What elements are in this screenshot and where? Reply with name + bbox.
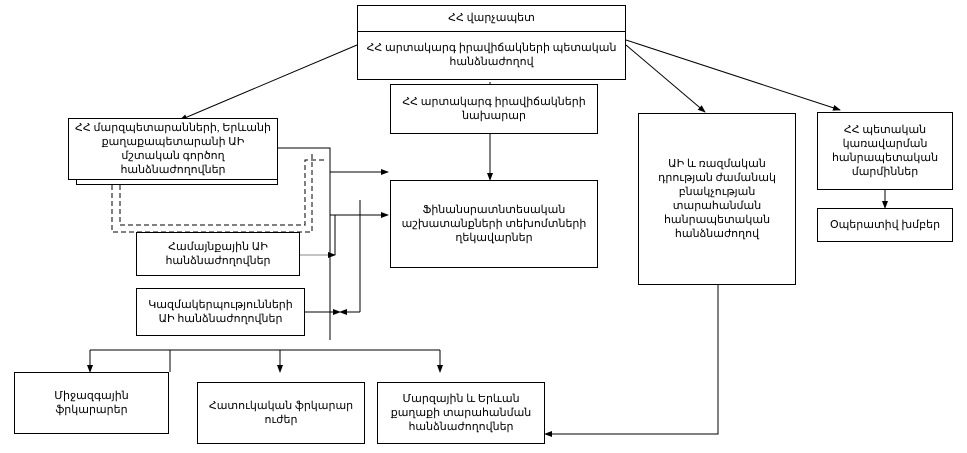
node-special-rescue-forces <box>197 382 365 444</box>
node-operative-groups-label: Օպերատիվ խմբեր <box>829 218 941 231</box>
node-marzpet-commissions-label: ՀՀ մարզպետարանների, Երևանի քաղաքապետարանի ԱԻ մշտական գործող հանձնաժողովներ <box>75 121 271 177</box>
node-prime-minister-title: ՀՀ վարչապետ <box>358 6 625 32</box>
node-evacuation-commission-label: ԱԻ և ռազմական դրության ժամանակ բնակչության տարահանման հանրապետական հանձնաժողով <box>658 157 776 241</box>
node-state-emergency-commission: ՀՀ արտակարգ իրավիճակների պետական հանձնաժողով <box>366 41 617 68</box>
node-rescue-works-leaders-label: Ֆինանսրատնտեսական աշխատանքների տեխոմտների ղեկավարներ <box>401 203 587 245</box>
node-prime-minister <box>357 5 626 80</box>
node-organization-commissions-label: Կազմակերպությունների ԱԻ հանձնաժողովներ <box>148 298 293 325</box>
node-state-administration-bodies <box>817 112 953 190</box>
node-regional-evacuation-commissions <box>377 382 545 444</box>
node-community-commissions-label: Համայնքային ԱԻ հանձնաժողովներ <box>165 240 271 267</box>
node-emergency-minister-label: ՀՀ արտակարգ իրավիճակների նախարար <box>402 95 586 122</box>
node-international-rescuers <box>14 372 169 434</box>
node-international-rescuers-label: Միջազգային ֆրկարարեր <box>54 389 129 416</box>
node-community-commissions <box>136 232 300 276</box>
node-marzpet-commissions <box>68 118 278 180</box>
node-state-administration-bodies-label: ՀՀ պետական կառավարման հանրապետական մարմիններ <box>831 123 939 179</box>
node-operative-groups <box>817 208 953 242</box>
node-special-rescue-forces-label: Հատուկական ֆրկարար ուժեր <box>208 399 354 426</box>
node-evacuation-commission <box>638 113 796 285</box>
node-emergency-minister <box>390 84 598 134</box>
node-regional-evacuation-commissions-label: Մարզային և Երևան քաղաքի տարահանման հանձնաժողովներ <box>390 392 532 434</box>
node-organization-commissions <box>136 288 305 336</box>
node-rescue-works-leaders <box>390 180 598 268</box>
